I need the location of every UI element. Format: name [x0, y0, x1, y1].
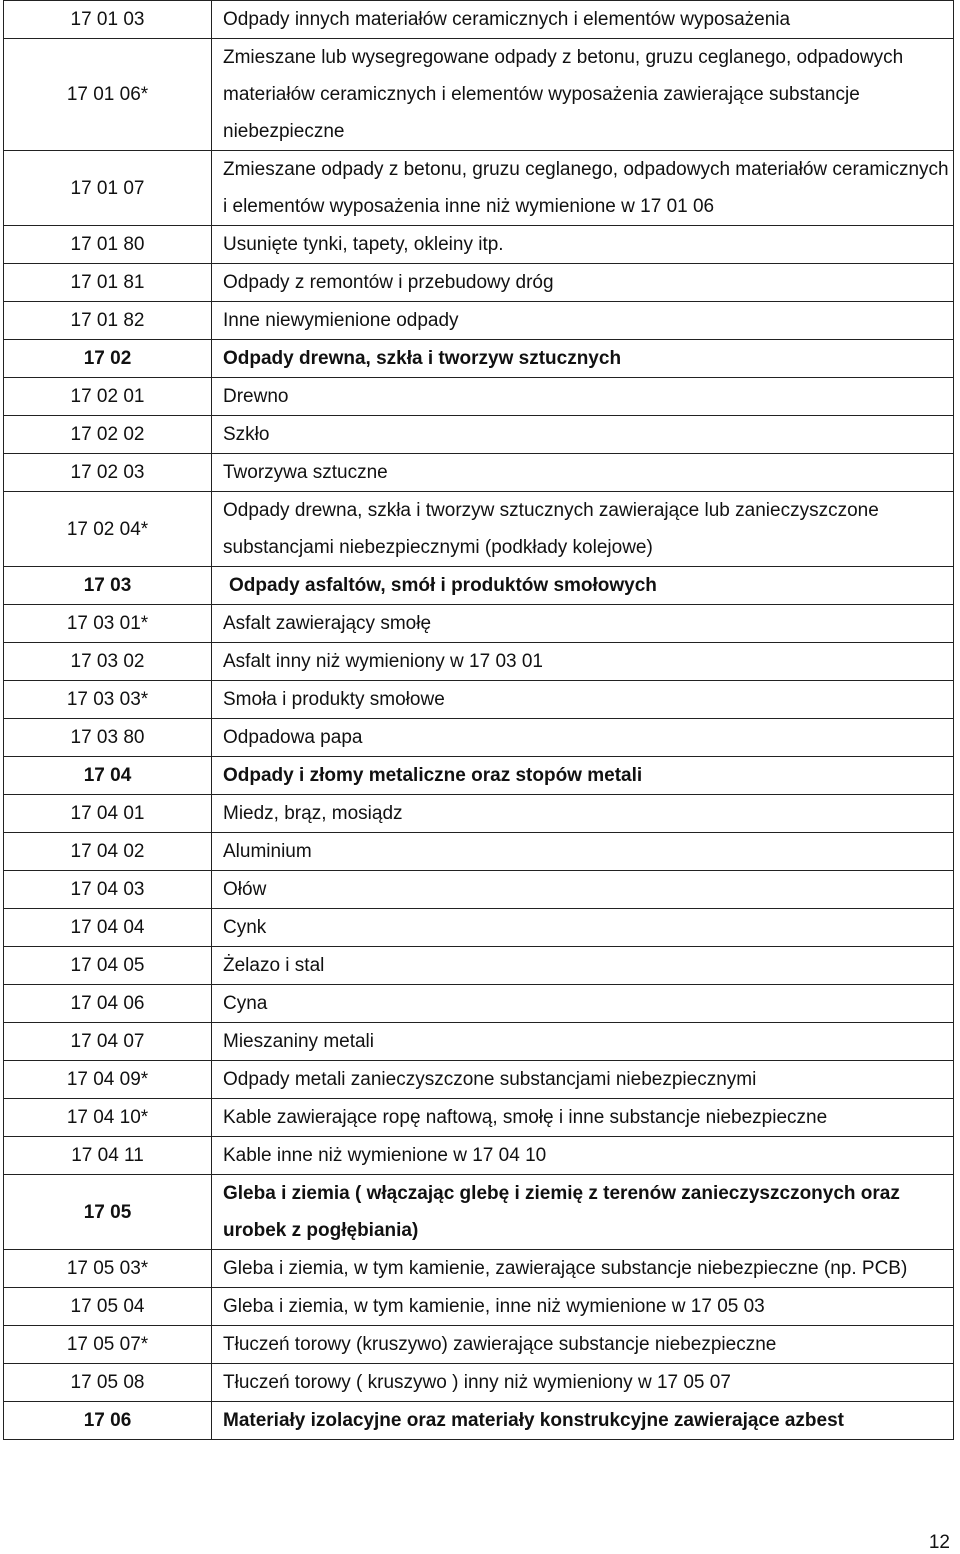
waste-description-cell: Odpadowa papa — [212, 719, 954, 757]
waste-code-cell: 17 05 08 — [4, 1364, 212, 1402]
waste-description-cell: Tłuczeń torowy ( kruszywo ) inny niż wymieniony w 17 05 07 — [212, 1364, 954, 1402]
waste-code-cell: 17 03 02 — [4, 643, 212, 681]
waste-code-cell: 17 02 03 — [4, 454, 212, 492]
waste-code-cell: 17 04 — [4, 757, 212, 795]
waste-code-cell: 17 04 03 — [4, 871, 212, 909]
waste-description-cell: Aluminium — [212, 833, 954, 871]
waste-description-cell: Odpady drewna, szkła i tworzyw sztucznych zawierające lub zanieczyszczone substancjami niebezpiecznymi (podkłady kolejowe) — [212, 492, 954, 567]
waste-code-cell: 17 02 01 — [4, 378, 212, 416]
waste-description-cell: Usunięte tynki, tapety, okleiny itp. — [212, 226, 954, 264]
table-row — [4, 643, 954, 681]
table-row — [4, 378, 954, 416]
waste-code-cell: 17 01 03 — [4, 1, 212, 39]
waste-code-cell: 17 05 03* — [4, 1250, 212, 1288]
table-row — [4, 264, 954, 302]
waste-description-cell: Asfalt inny niż wymieniony w 17 03 01 — [212, 643, 954, 681]
waste-description-cell: Cynk — [212, 909, 954, 947]
table-group-row — [4, 340, 954, 378]
waste-code-cell: 17 03 80 — [4, 719, 212, 757]
waste-code-cell: 17 01 80 — [4, 226, 212, 264]
waste-description-cell: Asfalt zawierający smołę — [212, 605, 954, 643]
table-row — [4, 1288, 954, 1326]
waste-code-cell: 17 01 82 — [4, 302, 212, 340]
waste-code-cell: 17 02 02 — [4, 416, 212, 454]
waste-description-cell: Odpady z remontów i przebudowy dróg — [212, 264, 954, 302]
waste-description-cell: Tłuczeń torowy (kruszywo) zawierające substancje niebezpieczne — [212, 1326, 954, 1364]
table-row — [4, 985, 954, 1023]
waste-description-cell: Drewno — [212, 378, 954, 416]
waste-description-cell: Szkło — [212, 416, 954, 454]
table-row — [4, 1137, 954, 1175]
waste-description-cell: Odpady drewna, szkła i tworzyw sztucznych — [212, 340, 954, 378]
table-row — [4, 416, 954, 454]
waste-description-cell: Gleba i ziemia ( włączając glebę i ziemię z terenów zanieczyszczonych oraz urobek z pogłębiania) — [212, 1175, 954, 1250]
table-row — [4, 719, 954, 757]
table-row — [4, 1326, 954, 1364]
waste-code-cell: 17 05 04 — [4, 1288, 212, 1326]
waste-codes-body — [4, 1, 954, 1440]
waste-code-cell: 17 04 07 — [4, 1023, 212, 1061]
waste-description-cell: Tworzywa sztuczne — [212, 454, 954, 492]
waste-code-cell: 17 03 03* — [4, 681, 212, 719]
waste-code-cell: 17 04 06 — [4, 985, 212, 1023]
table-row — [4, 226, 954, 264]
table-row — [4, 151, 954, 226]
waste-description-cell: Ołów — [212, 871, 954, 909]
table-group-row — [4, 1175, 954, 1250]
waste-description-cell: Cyna — [212, 985, 954, 1023]
table-row — [4, 1023, 954, 1061]
waste-description-cell: Materiały izolacyjne oraz materiały konstrukcyjne zawierające azbest — [212, 1402, 954, 1440]
table-group-row — [4, 567, 954, 605]
waste-description-cell: Kable inne niż wymienione w 17 04 10 — [212, 1137, 954, 1175]
waste-code-cell: 17 04 04 — [4, 909, 212, 947]
waste-code-cell: 17 04 09* — [4, 1061, 212, 1099]
table-row — [4, 795, 954, 833]
waste-code-cell: 17 05 — [4, 1175, 212, 1250]
table-row — [4, 947, 954, 985]
waste-description-cell: Odpady metali zanieczyszczone substancjami niebezpiecznymi — [212, 1061, 954, 1099]
table-row — [4, 605, 954, 643]
table-row — [4, 1061, 954, 1099]
waste-description-cell: Odpady i złomy metaliczne oraz stopów metali — [212, 757, 954, 795]
waste-code-cell: 17 04 11 — [4, 1137, 212, 1175]
waste-code-cell: 17 05 07* — [4, 1326, 212, 1364]
waste-codes-table — [3, 0, 954, 1440]
waste-code-cell: 17 01 07 — [4, 151, 212, 226]
table-row — [4, 39, 954, 151]
waste-code-cell: 17 02 04* — [4, 492, 212, 567]
waste-description-cell: Odpady asfaltów, smół i produktów smołowych — [212, 567, 954, 605]
waste-description-cell: Odpady innych materiałów ceramicznych i elementów wyposażenia — [212, 1, 954, 39]
waste-code-cell: 17 04 05 — [4, 947, 212, 985]
table-row — [4, 1250, 954, 1288]
table-row — [4, 871, 954, 909]
waste-description-cell: Miedz, brąz, mosiądz — [212, 795, 954, 833]
table-group-row — [4, 1402, 954, 1440]
waste-description-cell: Inne niewymienione odpady — [212, 302, 954, 340]
table-row — [4, 1, 954, 39]
waste-code-cell: 17 03 01* — [4, 605, 212, 643]
waste-description-cell: Zmieszane lub wysegregowane odpady z betonu, gruzu ceglanego, odpadowych materiałów ceramicznych i elementów wyposażenia zawierające substancje niebezpieczne — [212, 39, 954, 151]
waste-code-cell: 17 01 81 — [4, 264, 212, 302]
waste-code-cell: 17 04 01 — [4, 795, 212, 833]
waste-description-cell: Żelazo i stal — [212, 947, 954, 985]
table-row — [4, 1364, 954, 1402]
table-row — [4, 454, 954, 492]
waste-code-cell: 17 03 — [4, 567, 212, 605]
table-row — [4, 1099, 954, 1137]
waste-description-cell: Gleba i ziemia, w tym kamienie, zawierające substancje niebezpieczne (np. PCB) — [212, 1250, 954, 1288]
table-group-row — [4, 757, 954, 795]
table-row — [4, 492, 954, 567]
table-row — [4, 909, 954, 947]
waste-code-cell: 17 01 06* — [4, 39, 212, 151]
table-row — [4, 302, 954, 340]
waste-code-cell: 17 04 10* — [4, 1099, 212, 1137]
waste-code-cell: 17 06 — [4, 1402, 212, 1440]
waste-code-cell: 17 02 — [4, 340, 212, 378]
waste-description-cell: Kable zawierające ropę naftową, smołę i inne substancje niebezpieczne — [212, 1099, 954, 1137]
waste-description-cell: Mieszaniny metali — [212, 1023, 954, 1061]
page-number: 12 — [928, 1532, 950, 1553]
waste-description-cell: Gleba i ziemia, w tym kamienie, inne niż wymienione w 17 05 03 — [212, 1288, 954, 1326]
table-row — [4, 681, 954, 719]
waste-code-cell: 17 04 02 — [4, 833, 212, 871]
table-row — [4, 833, 954, 871]
waste-description-cell: Smoła i produkty smołowe — [212, 681, 954, 719]
waste-description-cell: Zmieszane odpady z betonu, gruzu ceglanego, odpadowych materiałów ceramicznych i elementów wyposażenia inne niż wymienione w 17 01 06 — [212, 151, 954, 226]
